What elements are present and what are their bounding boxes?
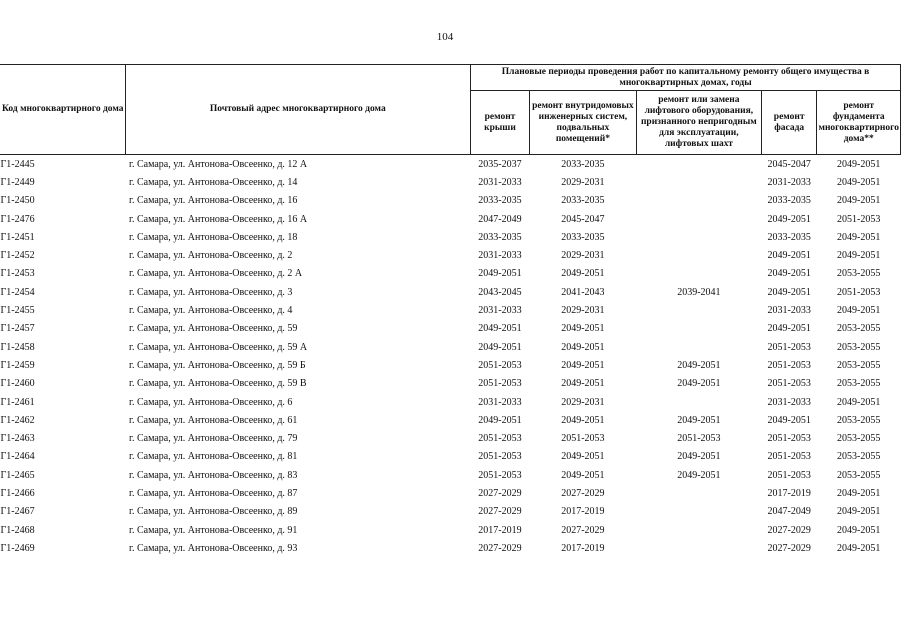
cell-foundation: 2053-2055 <box>837 341 881 353</box>
cell-address: г. Самара, ул. Антонова-Овсеенко, д. 12 А <box>129 158 308 170</box>
cell-roof: 2051-2053 <box>478 378 522 390</box>
cell-roof: 2027-2029 <box>478 487 522 499</box>
table-row <box>0 173 901 191</box>
table-row <box>0 155 901 174</box>
header-roof: ремонт крыши <box>471 91 530 155</box>
cell-address: г. Самара, ул. Антонова-Овсеенко, д. 2 А <box>129 268 303 280</box>
cell-code: Г1-2461 <box>0 396 35 408</box>
cell-lift: 2049-2051 <box>677 359 721 371</box>
cell-facade: 2045-2047 <box>767 158 811 170</box>
cell-lift <box>636 228 761 246</box>
cell-engineering: 2051-2053 <box>561 433 605 445</box>
table-row <box>0 539 901 557</box>
cell-code: Г1-2459 <box>0 359 35 371</box>
cell-roof: 2049-2051 <box>478 323 522 335</box>
cell-lift <box>636 173 761 191</box>
cell-address: г. Самара, ул. Антонова-Овсеенко, д. 59 В <box>129 378 307 390</box>
cell-address: г. Самара, ул. Антонова-Овсеенко, д. 87 <box>129 487 298 499</box>
cell-engineering: 2029-2031 <box>561 176 605 188</box>
cell-foundation: 2053-2055 <box>837 469 881 481</box>
cell-roof: 2035-2037 <box>478 158 522 170</box>
cell-address: г. Самара, ул. Антонова-Овсеенко, д. 3 <box>129 286 293 298</box>
cell-facade: 2033-2035 <box>767 195 811 207</box>
cell-address: г. Самара, ул. Антонова-Овсеенко, д. 93 <box>129 542 298 554</box>
cell-address: г. Самара, ул. Антонова-Овсеенко, д. 16 <box>129 195 298 207</box>
cell-lift <box>636 338 761 356</box>
cell-foundation: 2049-2051 <box>837 524 881 536</box>
cell-address: г. Самара, ул. Антонова-Овсеенко, д. 61 <box>129 414 298 426</box>
cell-code: Г1-2467 <box>0 506 35 518</box>
cell-engineering: 2049-2051 <box>561 268 605 280</box>
cell-code: Г1-2449 <box>0 176 35 188</box>
cell-engineering: 2029-2031 <box>561 396 605 408</box>
cell-address: г. Самара, ул. Антонова-Овсеенко, д. 59 <box>129 323 298 335</box>
cell-facade: 2033-2035 <box>767 231 811 243</box>
cell-code: Г1-2445 <box>0 158 35 170</box>
cell-lift <box>636 246 761 264</box>
header-lift: ремонт или замена лифтового оборудования, признанного непригодным для эксплуатации, лифтовых шахт <box>636 91 761 155</box>
cell-roof: 2051-2053 <box>478 469 522 481</box>
table-row <box>0 393 901 411</box>
cell-address: г. Самара, ул. Антонова-Овсеенко, д. 16 А <box>129 213 308 225</box>
cell-foundation: 2053-2055 <box>837 451 881 463</box>
cell-address: г. Самара, ул. Антонова-Овсеенко, д. 18 <box>129 231 298 243</box>
cell-code: Г1-2452 <box>0 250 35 262</box>
cell-foundation: 2053-2055 <box>837 323 881 335</box>
cell-engineering: 2049-2051 <box>561 469 605 481</box>
cell-engineering: 2017-2019 <box>561 506 605 518</box>
cell-roof: 2017-2019 <box>478 524 522 536</box>
header-engineering: ремонт внутридомовых инженерных систем, подвальных помещений* <box>529 91 636 155</box>
cell-code: Г1-2465 <box>0 469 35 481</box>
cell-engineering: 2017-2019 <box>561 542 605 554</box>
cell-foundation: 2049-2051 <box>837 542 881 554</box>
table-row <box>0 448 901 466</box>
cell-lift <box>636 521 761 539</box>
cell-address: г. Самара, ул. Антонова-Овсеенко, д. 91 <box>129 524 298 536</box>
cell-lift <box>636 503 761 521</box>
table-row <box>0 503 901 521</box>
cell-foundation: 2049-2051 <box>837 487 881 499</box>
cell-engineering: 2033-2035 <box>561 158 605 170</box>
table-row <box>0 375 901 393</box>
cell-lift <box>636 484 761 502</box>
cell-code: Г1-2455 <box>0 305 35 317</box>
cell-code: Г1-2476 <box>0 213 35 225</box>
table-body <box>0 155 901 558</box>
cell-facade: 2051-2053 <box>767 341 811 353</box>
cell-engineering: 2033-2035 <box>561 231 605 243</box>
table-row <box>0 228 901 246</box>
header-periods: Плановые периоды проведения работ по капитальному ремонту общего имущества в многоквартирных домах, годы <box>471 65 901 91</box>
cell-lift <box>636 210 761 228</box>
cell-address: г. Самара, ул. Антонова-Овсеенко, д. 14 <box>129 176 298 188</box>
cell-foundation: 2049-2051 <box>837 195 881 207</box>
cell-lift: 2049-2051 <box>677 378 721 390</box>
cell-address: г. Самара, ул. Антонова-Овсеенко, д. 89 <box>129 506 298 518</box>
cell-lift <box>636 192 761 210</box>
cell-lift: 2051-2053 <box>677 433 721 445</box>
cell-code: Г1-2464 <box>0 451 35 463</box>
cell-engineering: 2033-2035 <box>561 195 605 207</box>
cell-foundation: 2049-2051 <box>837 176 881 188</box>
cell-roof: 2047-2049 <box>478 213 522 225</box>
cell-lift <box>636 393 761 411</box>
cell-foundation: 2049-2051 <box>837 396 881 408</box>
cell-address: г. Самара, ул. Антонова-Овсеенко, д. 59 Б <box>129 359 306 371</box>
cell-roof: 2049-2051 <box>478 268 522 280</box>
cell-roof: 2043-2045 <box>478 286 522 298</box>
cell-facade: 2051-2053 <box>767 359 811 371</box>
cell-roof: 2033-2035 <box>478 231 522 243</box>
cell-roof: 2031-2033 <box>478 305 522 317</box>
cell-facade: 2049-2051 <box>767 213 811 225</box>
table-row <box>0 283 901 301</box>
cell-code: Г1-2454 <box>0 286 35 298</box>
cell-lift: 2049-2051 <box>677 469 721 481</box>
cell-foundation: 2053-2055 <box>837 359 881 371</box>
cell-code: Г1-2460 <box>0 378 35 390</box>
cell-roof: 2051-2053 <box>478 451 522 463</box>
cell-foundation: 2049-2051 <box>837 506 881 518</box>
cell-address: г. Самара, ул. Антонова-Овсеенко, д. 83 <box>129 469 298 481</box>
cell-roof: 2051-2053 <box>478 433 522 445</box>
cell-address: г. Самара, ул. Антонова-Овсеенко, д. 79 <box>129 433 298 445</box>
cell-lift: 2039-2041 <box>677 286 721 298</box>
cell-engineering: 2027-2029 <box>561 524 605 536</box>
page-number: 104 <box>436 31 454 43</box>
cell-facade: 2051-2053 <box>767 469 811 481</box>
cell-code: Г1-2463 <box>0 433 35 445</box>
cell-foundation: 2053-2055 <box>837 378 881 390</box>
cell-lift <box>636 301 761 319</box>
cell-facade: 2049-2051 <box>767 286 811 298</box>
cell-engineering: 2049-2051 <box>561 451 605 463</box>
table-row <box>0 192 901 210</box>
cell-facade: 2051-2053 <box>767 451 811 463</box>
cell-engineering: 2049-2051 <box>561 341 605 353</box>
cell-roof: 2027-2029 <box>478 506 522 518</box>
cell-code: Г1-2469 <box>0 542 35 554</box>
cell-facade: 2047-2049 <box>767 506 811 518</box>
cell-lift: 2049-2051 <box>677 451 721 463</box>
cell-code: Г1-2453 <box>0 268 35 280</box>
table-row <box>0 484 901 502</box>
table-row <box>0 429 901 447</box>
cell-facade: 2049-2051 <box>767 250 811 262</box>
header-code: Код многоквартирного дома <box>0 65 125 155</box>
table-row <box>0 320 901 338</box>
cell-roof: 2051-2053 <box>478 359 522 371</box>
table-row <box>0 246 901 264</box>
cell-address: г. Самара, ул. Антонова-Овсеенко, д. 81 <box>129 451 298 463</box>
cell-foundation: 2051-2053 <box>837 286 881 298</box>
cell-code: Г1-2458 <box>0 341 35 353</box>
cell-foundation: 2051-2053 <box>837 213 881 225</box>
cell-facade: 2051-2053 <box>767 378 811 390</box>
table-row <box>0 356 901 374</box>
cell-facade: 2051-2053 <box>767 433 811 445</box>
cell-engineering: 2049-2051 <box>561 378 605 390</box>
cell-lift <box>636 155 761 174</box>
capital-repair-schedule-table <box>0 64 901 558</box>
table-header <box>0 65 901 155</box>
cell-foundation: 2049-2051 <box>837 250 881 262</box>
cell-foundation: 2053-2055 <box>837 268 881 280</box>
cell-roof: 2027-2029 <box>478 542 522 554</box>
cell-lift <box>636 265 761 283</box>
cell-code: Г1-2450 <box>0 195 35 207</box>
cell-engineering: 2029-2031 <box>561 250 605 262</box>
header-facade: ремонт фасада <box>761 91 817 155</box>
cell-engineering: 2027-2029 <box>561 487 605 499</box>
cell-roof: 2031-2033 <box>478 250 522 262</box>
cell-foundation: 2053-2055 <box>837 433 881 445</box>
cell-lift <box>636 539 761 557</box>
cell-roof: 2033-2035 <box>478 195 522 207</box>
cell-facade: 2031-2033 <box>767 176 811 188</box>
table-row <box>0 411 901 429</box>
cell-facade: 2017-2019 <box>767 487 811 499</box>
table-row <box>0 338 901 356</box>
cell-code: Г1-2451 <box>0 231 35 243</box>
cell-foundation: 2049-2051 <box>837 231 881 243</box>
cell-facade: 2049-2051 <box>767 323 811 335</box>
cell-lift <box>636 320 761 338</box>
cell-code: Г1-2462 <box>0 414 35 426</box>
cell-address: г. Самара, ул. Антонова-Овсеенко, д. 4 <box>129 305 293 317</box>
table-row <box>0 210 901 228</box>
header-address: Почтовый адрес многоквартирного дома <box>125 65 471 155</box>
cell-address: г. Самара, ул. Антонова-Овсеенко, д. 59 А <box>129 341 308 353</box>
cell-facade: 2031-2033 <box>767 396 811 408</box>
cell-facade: 2049-2051 <box>767 414 811 426</box>
table-row <box>0 466 901 484</box>
header-foundation: ремонт фундамента многоквартирного дома** <box>817 91 901 155</box>
cell-facade: 2031-2033 <box>767 305 811 317</box>
cell-roof: 2031-2033 <box>478 176 522 188</box>
cell-engineering: 2049-2051 <box>561 359 605 371</box>
cell-roof: 2049-2051 <box>478 341 522 353</box>
table-row <box>0 301 901 319</box>
cell-facade: 2049-2051 <box>767 268 811 280</box>
cell-engineering: 2041-2043 <box>561 286 605 298</box>
cell-roof: 2031-2033 <box>478 396 522 408</box>
cell-code: Г1-2468 <box>0 524 35 536</box>
cell-address: г. Самара, ул. Антонова-Овсеенко, д. 2 <box>129 250 293 262</box>
cell-engineering: 2045-2047 <box>561 213 605 225</box>
cell-foundation: 2049-2051 <box>837 305 881 317</box>
table-row <box>0 265 901 283</box>
cell-facade: 2027-2029 <box>767 524 811 536</box>
cell-roof: 2049-2051 <box>478 414 522 426</box>
cell-engineering: 2049-2051 <box>561 323 605 335</box>
cell-foundation: 2049-2051 <box>837 158 881 170</box>
cell-foundation: 2053-2055 <box>837 414 881 426</box>
cell-facade: 2027-2029 <box>767 542 811 554</box>
cell-engineering: 2029-2031 <box>561 305 605 317</box>
cell-code: Г1-2466 <box>0 487 35 499</box>
cell-engineering: 2049-2051 <box>561 414 605 426</box>
cell-lift: 2049-2051 <box>677 414 721 426</box>
cell-address: г. Самара, ул. Антонова-Овсеенко, д. 6 <box>129 396 293 408</box>
cell-code: Г1-2457 <box>0 323 35 335</box>
table-row <box>0 521 901 539</box>
